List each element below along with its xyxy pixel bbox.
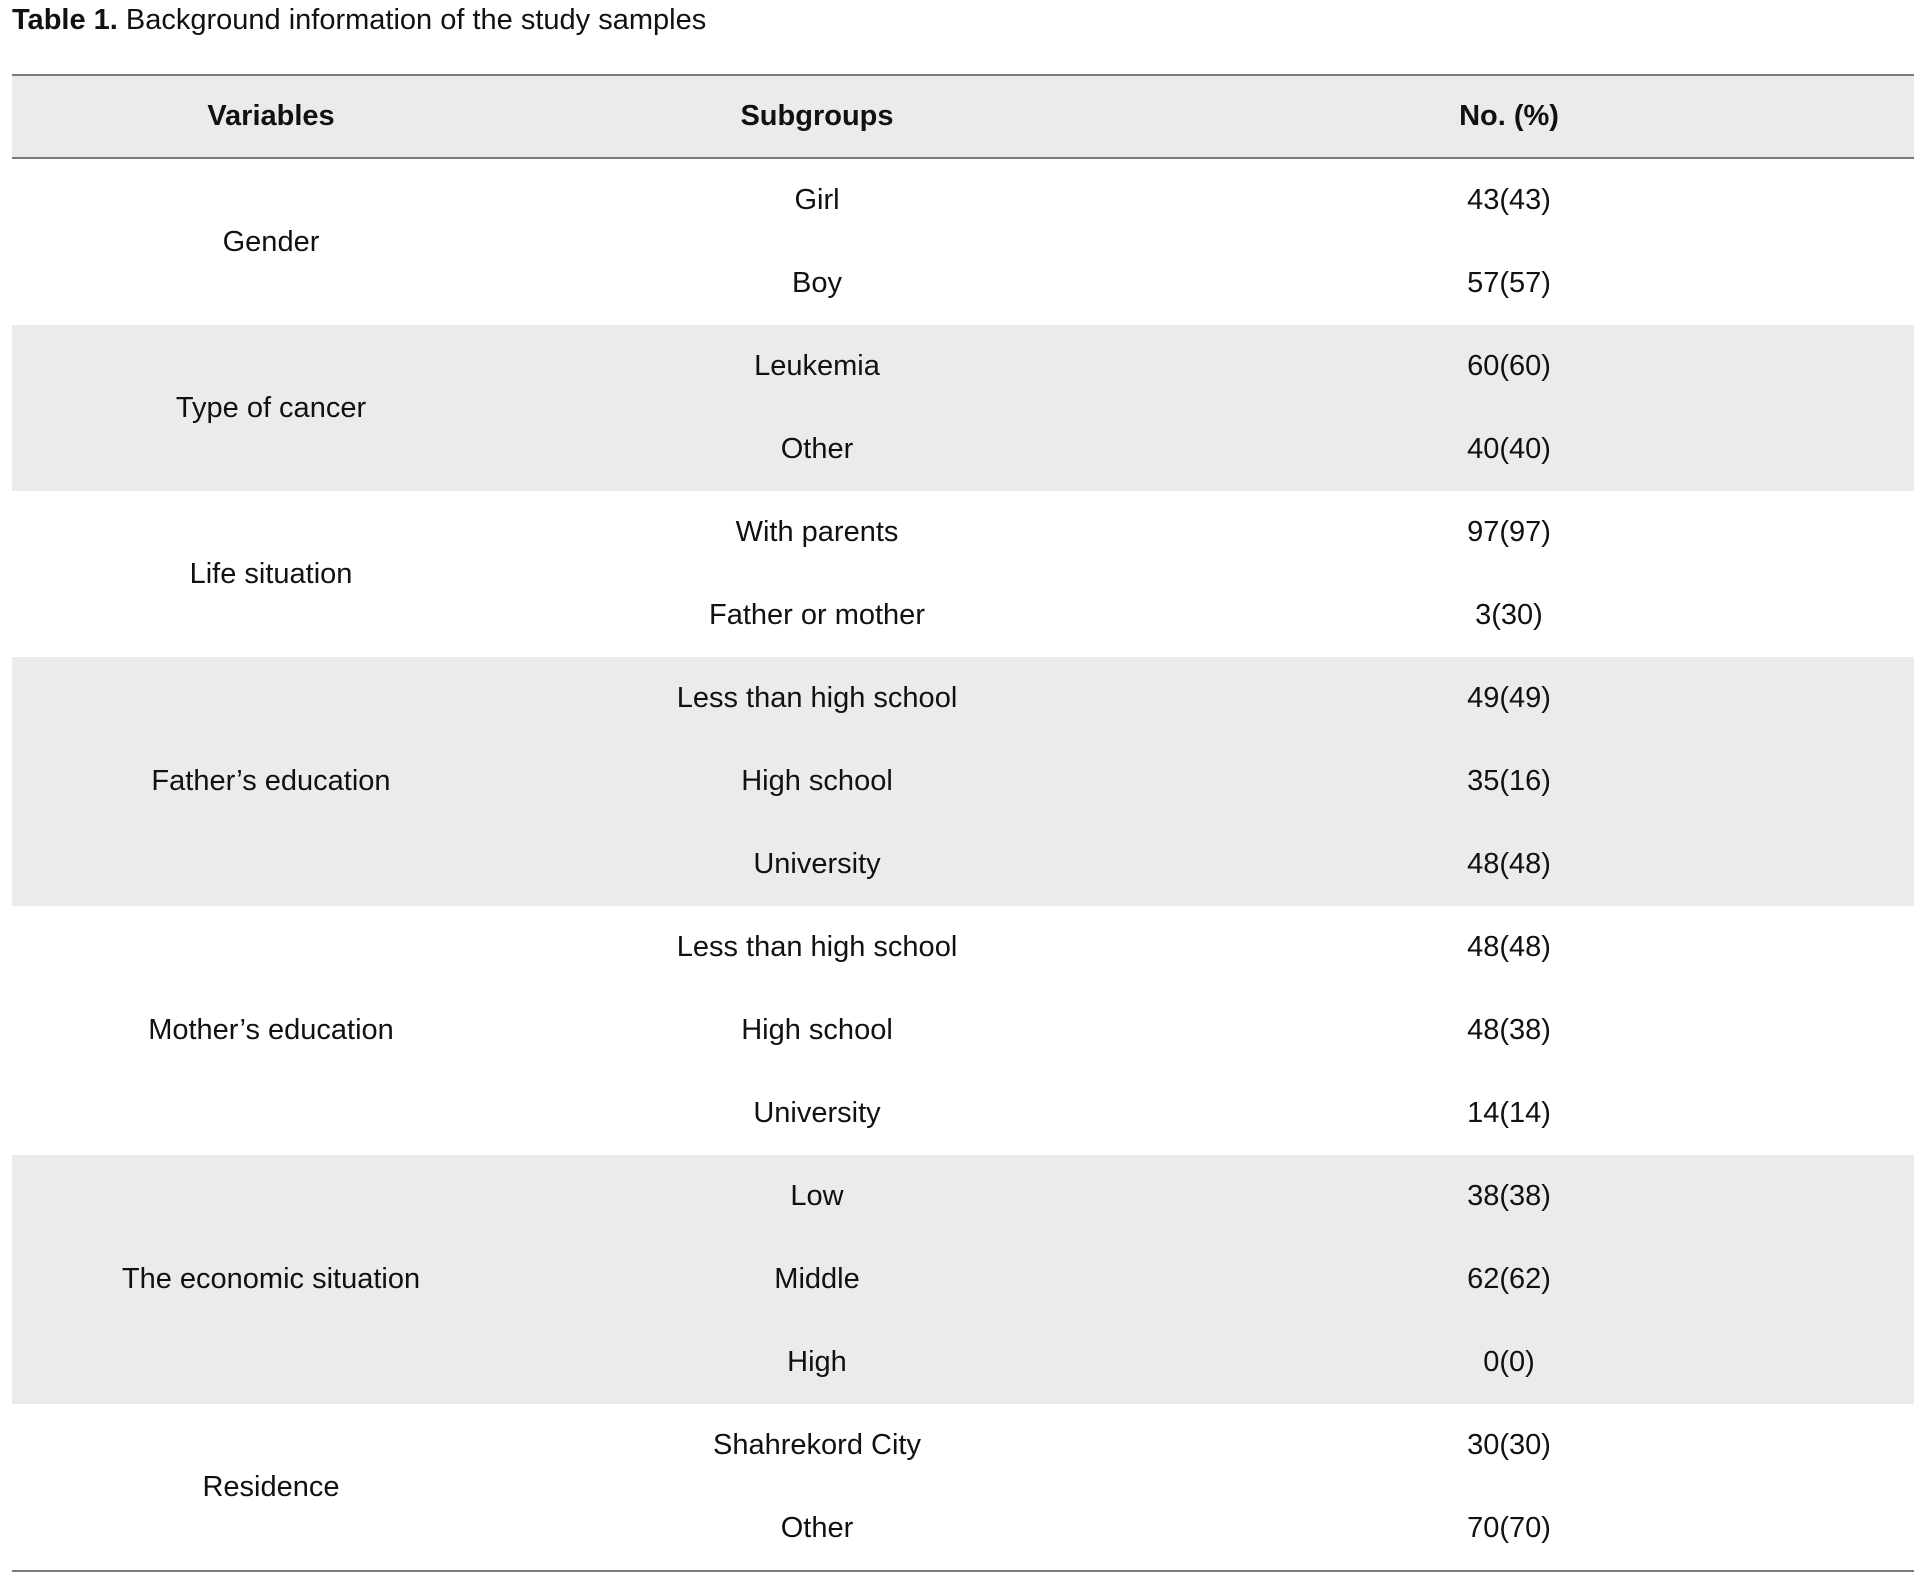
table-row <box>12 906 1914 989</box>
variable-cell-life-situation: Life situation <box>189 557 353 590</box>
table-caption-text: Background information of the study samples <box>125 4 707 36</box>
subgroup-cell: Leukemia <box>754 350 880 382</box>
variable-cell-gender: Gender <box>222 225 320 258</box>
count-percent-cell: 35(16) <box>1467 765 1551 797</box>
variable-cell-the-economic-situation: The economic situation <box>121 1263 421 1295</box>
count-percent-cell: 38(38) <box>1467 1180 1551 1212</box>
header-variables: Variables <box>12 75 530 158</box>
table-container <box>12 74 1914 1572</box>
subgroup-cell: High school <box>741 765 893 797</box>
subgroup-cell: Father or mother <box>709 599 925 631</box>
count-percent-cell: 57(57) <box>1467 267 1551 299</box>
count-percent-cell: 0(0) <box>1483 1346 1535 1378</box>
table-caption <box>12 0 706 40</box>
count-percent-cell: 30(30) <box>1467 1429 1551 1461</box>
background-info-table <box>12 74 1914 1572</box>
header-subgroups: Subgroups <box>530 75 1104 158</box>
count-percent-cell: 62(62) <box>1467 1263 1551 1295</box>
count-percent-cell: 48(38) <box>1467 1014 1551 1046</box>
variable-cell-type-of-cancer: Type of cancer <box>175 391 367 424</box>
subgroup-cell: University <box>753 1097 881 1129</box>
count-percent-cell: 60(60) <box>1467 350 1551 382</box>
count-percent-cell: 97(97) <box>1467 516 1551 548</box>
subgroup-cell: Boy <box>792 267 842 299</box>
header-count-percent: No. (%) <box>1104 75 1914 158</box>
variable-cell-residence: Residence <box>12 1404 530 1571</box>
subgroup-cell: Less than high school <box>676 931 958 963</box>
table-row <box>12 325 1914 408</box>
table-row <box>12 158 1914 242</box>
table-caption-label: Table 1. <box>12 4 118 36</box>
variable-cell-fathers-education: Father’s education <box>151 765 391 797</box>
subgroup-cell: Other <box>780 433 854 465</box>
count-percent-cell: 49(49) <box>1467 682 1551 714</box>
subgroup-cell: With parents <box>735 516 899 548</box>
count-percent-cell: 14(14) <box>1467 1097 1551 1129</box>
count-percent-cell: 43(43) <box>1467 184 1551 216</box>
header-row <box>12 75 1914 158</box>
table-body <box>12 158 1914 1571</box>
subgroup-cell: Other <box>530 1487 1104 1571</box>
table-row <box>12 1404 1914 1487</box>
count-percent-cell: 40(40) <box>1467 433 1551 465</box>
table-row <box>12 1155 1914 1238</box>
count-percent-cell: 3(30) <box>1475 599 1543 631</box>
subgroup-cell: High school <box>741 1014 893 1046</box>
count-percent-cell: 48(48) <box>1467 931 1551 963</box>
subgroup-cell: Middle <box>774 1263 860 1295</box>
subgroup-cell: Shahrekord City <box>713 1429 921 1461</box>
count-percent-cell: 48(48) <box>1467 848 1551 880</box>
table-row <box>12 491 1914 574</box>
variable-cell-mothers-education: Mother’s education <box>148 1014 394 1046</box>
subgroup-cell: Low <box>790 1180 844 1212</box>
subgroup-cell: Less than high school <box>676 682 958 714</box>
subgroup-cell: University <box>753 848 881 880</box>
count-percent-cell: 70(70) <box>1104 1487 1914 1571</box>
subgroup-cell: Girl <box>794 184 840 216</box>
table-header <box>12 75 1914 158</box>
subgroup-cell: High <box>787 1346 847 1378</box>
table-row <box>12 657 1914 740</box>
